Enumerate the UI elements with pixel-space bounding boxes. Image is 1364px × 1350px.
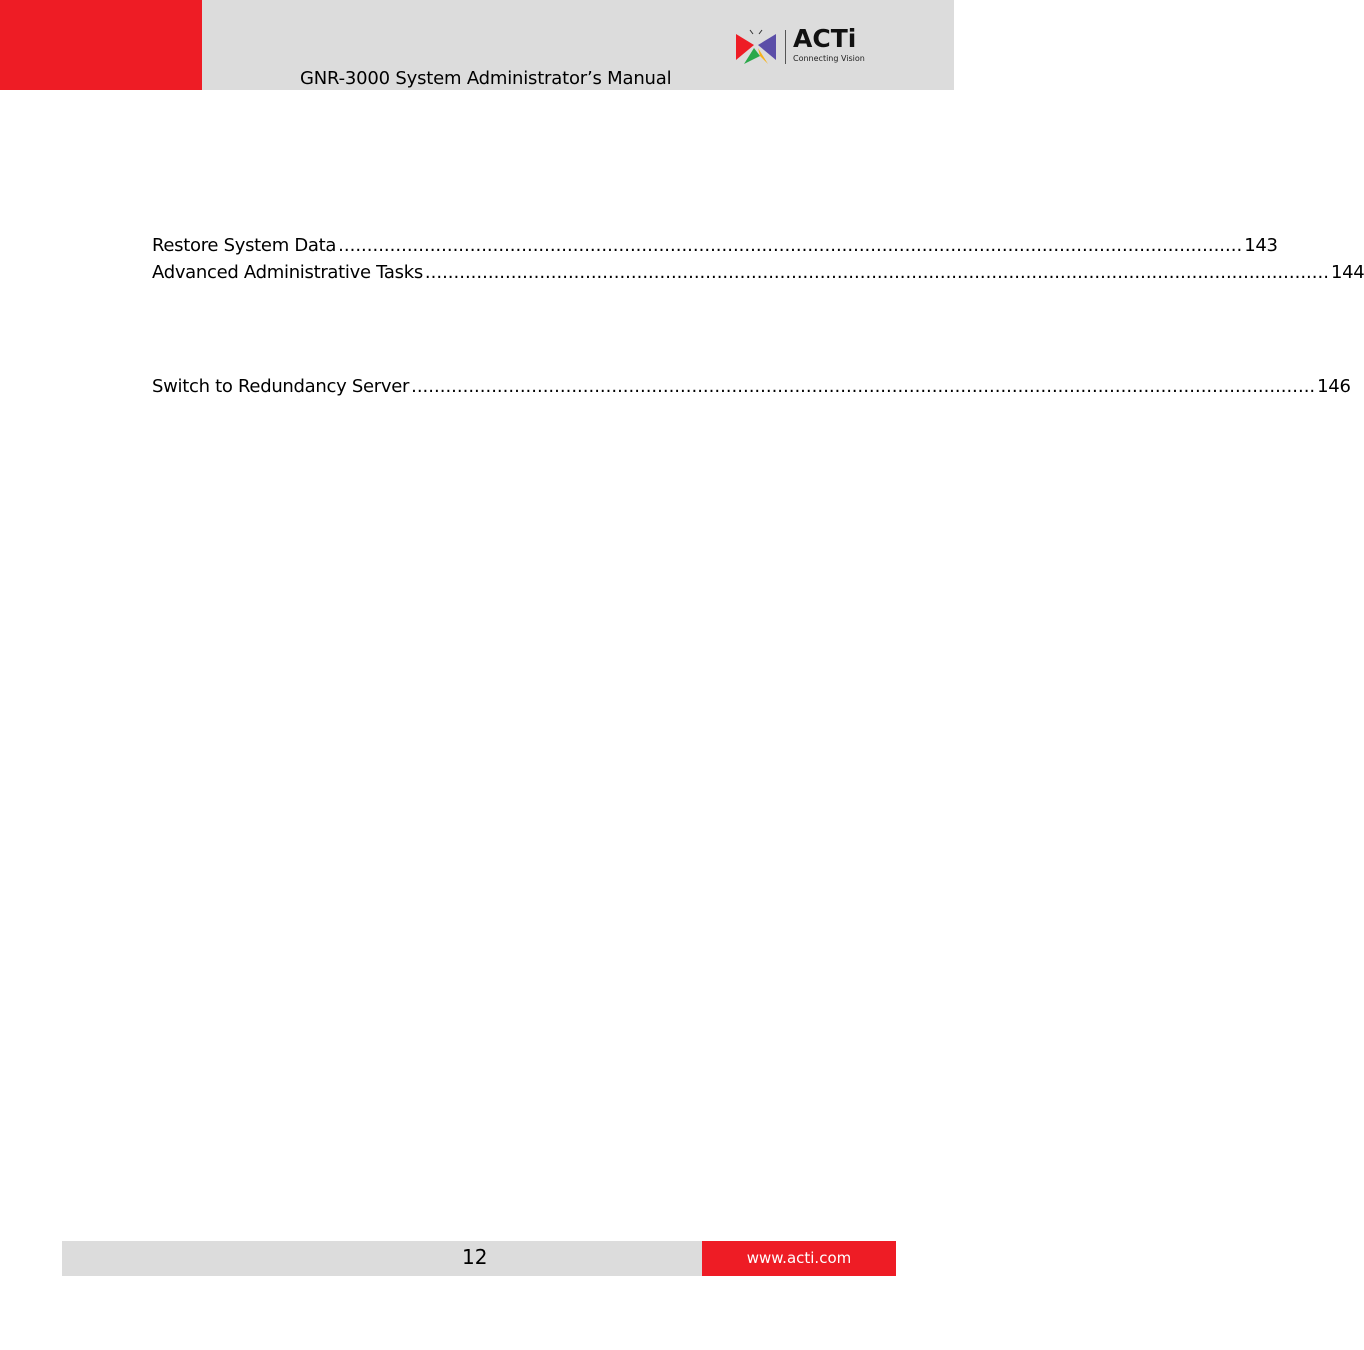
page-number: 12 [462,1245,488,1269]
document-title: GNR-3000 System Administrator’s Manual [300,68,672,89]
toc-entry-page: 146 [1317,376,1351,397]
toc-entry-title: Switch to Redundancy Server [152,376,410,397]
toc-entry[interactable] [152,375,1351,399]
toc-entry-title: Advanced Administrative Tasks [152,262,423,283]
butterfly-logo-icon [734,30,778,64]
toc-entry[interactable] [152,261,1364,285]
toc-entry-page: 144 [1330,262,1364,283]
footer-bar [62,1241,702,1276]
acti-logo [734,24,874,68]
toc-entry-title: Restore System Data [152,235,337,256]
logo-divider [785,30,786,64]
website-link[interactable]: www.acti.com [746,1249,852,1267]
toc-dot-leader: .............................................................................................................................................................. [338,235,1243,256]
toc-entry-page: 143 [1244,235,1278,256]
header-red-block [0,0,202,90]
logo-tagline: Connecting Vision [793,54,865,63]
logo-wordmark: ACTi [793,24,857,53]
toc-dot-leader: .............................................................................................................................................................. [411,376,1316,397]
toc-entry[interactable] [152,234,1278,258]
toc-dot-leader: .............................................................................................................................................................. [424,262,1329,283]
